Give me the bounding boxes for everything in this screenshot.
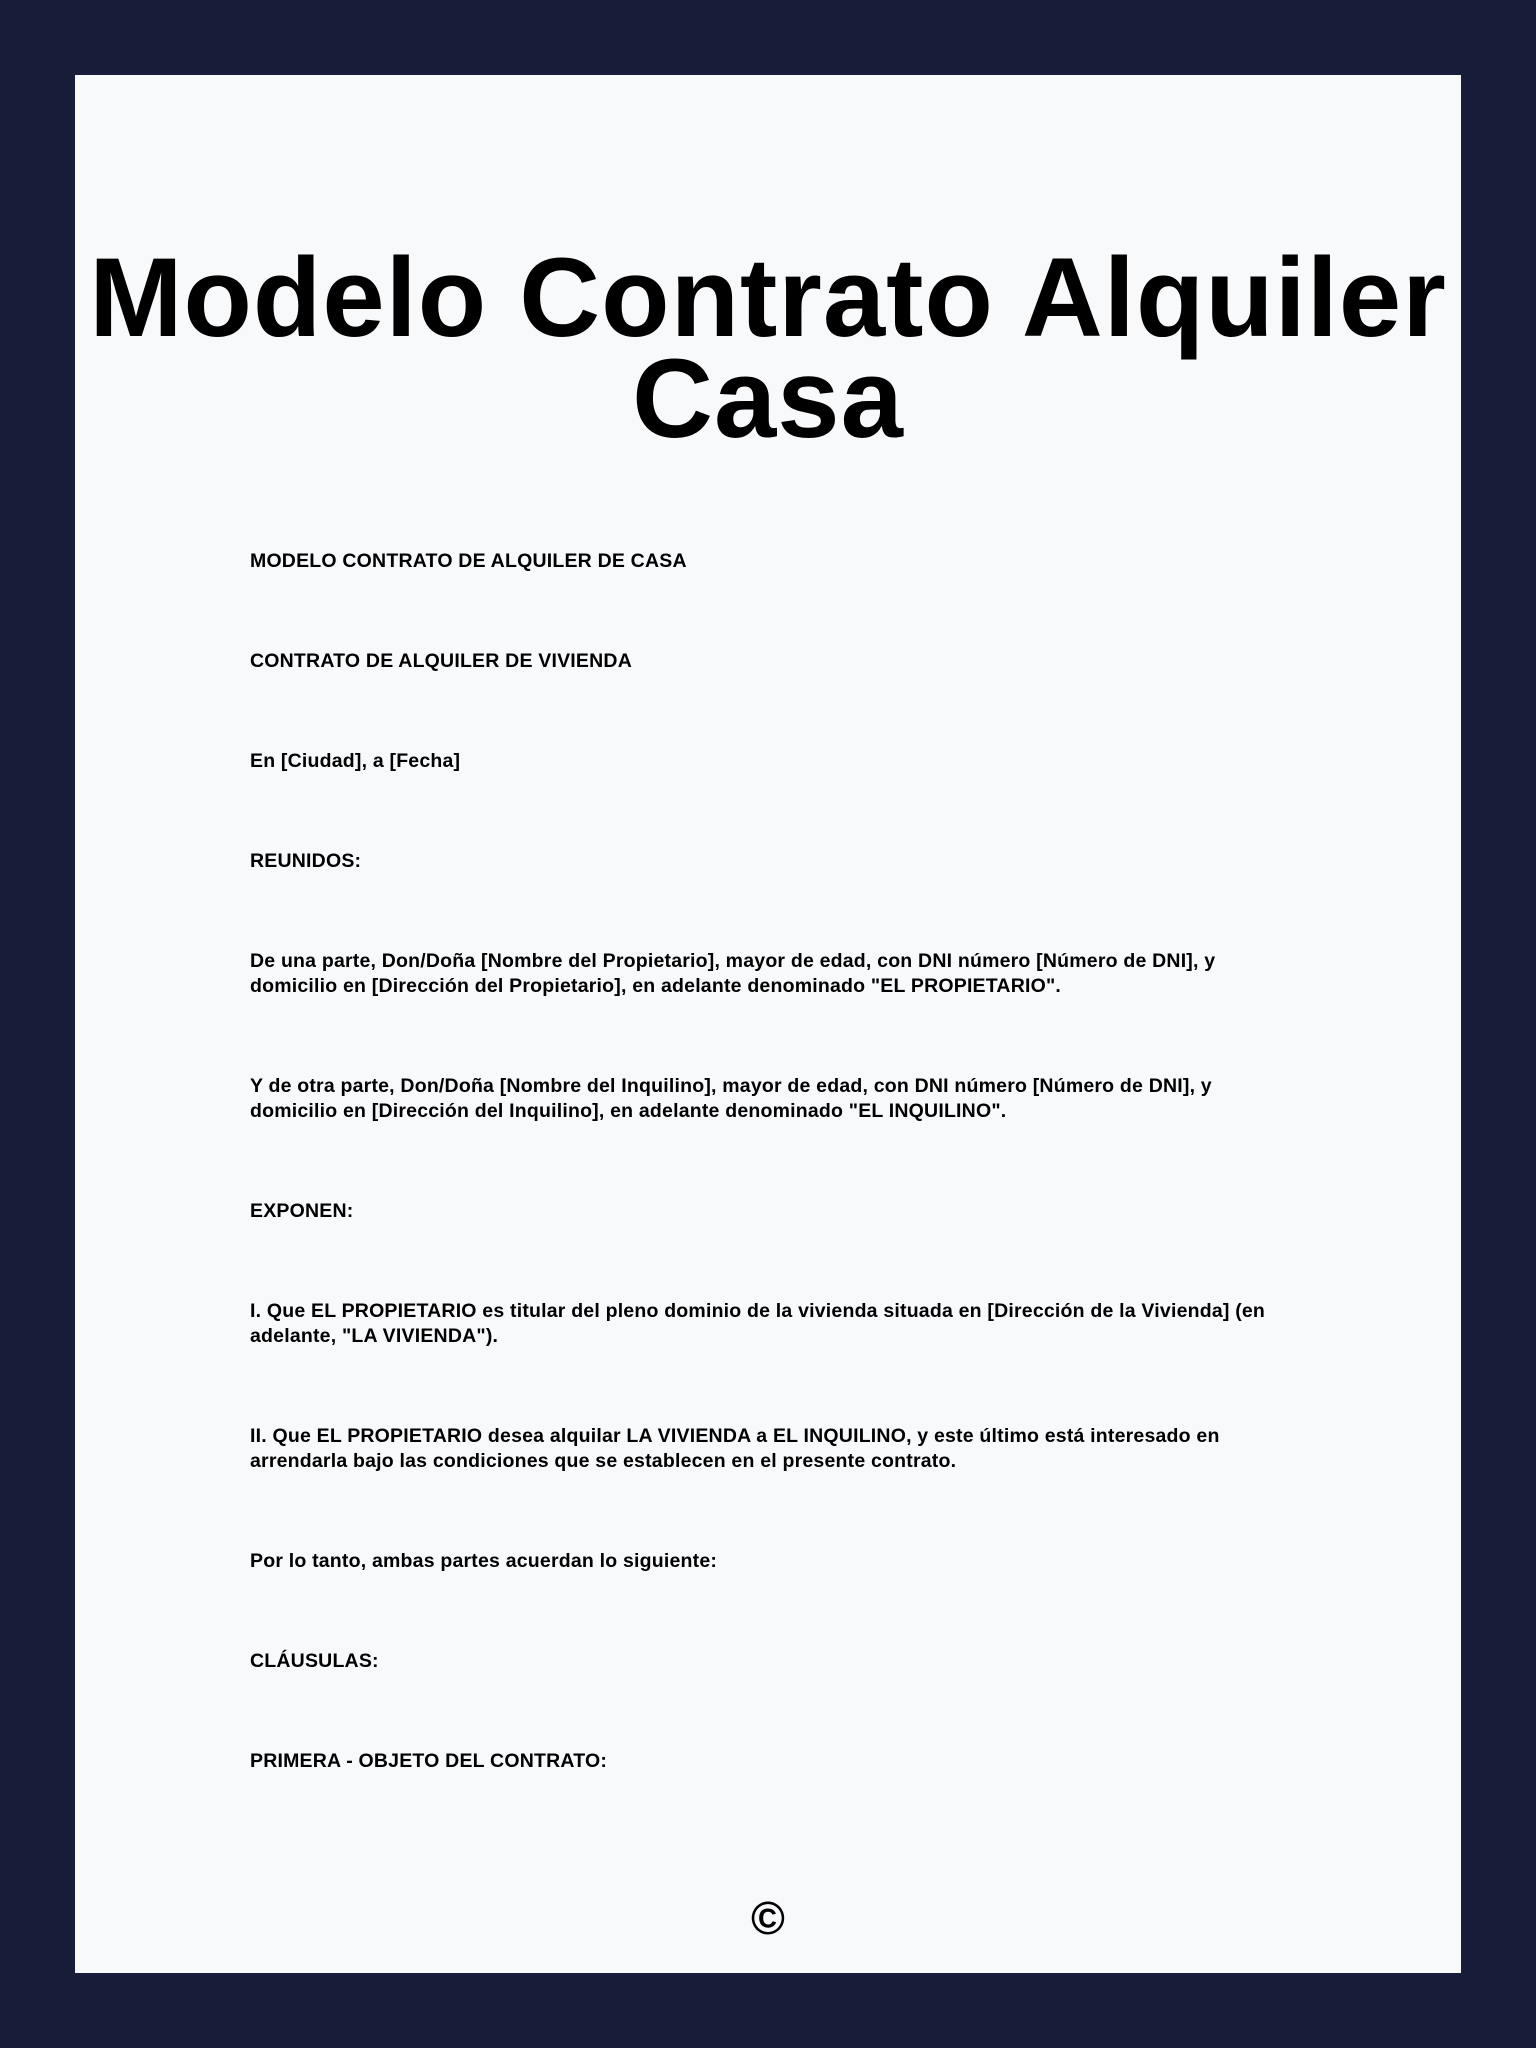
paragraph-tenant-party: Y de otra parte, Don/Doña [Nombre del Inquilino], mayor de edad, con DNI número [Número de DNI], y domicilio en [Dirección del Inquilino], en adelante denominado "EL INQUILINO". [250, 1075, 1212, 1122]
paragraph-first-clause: PRIMERA - OBJETO DEL CONTRATO: [250, 1750, 608, 1772]
paragraph-place-date: En [Ciudad], a [Fecha] [250, 750, 461, 772]
paragraph-exponen: EXPONEN: [250, 1200, 354, 1222]
paragraph-heading-model: MODELO CONTRATO DE ALQUILER DE CASA [250, 550, 687, 572]
paragraph-agreement: Por lo tanto, ambas partes acuerdan lo siguiente: [250, 1550, 718, 1572]
document-body [250, 549, 1290, 1849]
paragraph-reunidos: REUNIDOS: [250, 850, 362, 872]
paragraph-heading-contract: CONTRATO DE ALQUILER DE VIVIENDA [250, 650, 632, 672]
paragraph-statement-1: I. Que EL PROPIETARIO es titular del pleno dominio de la vivienda situada en [Dirección de la Vivienda] (en adelante, "LA VIVIENDA"). [250, 1300, 1266, 1347]
paragraph-clausulas: CLÁUSULAS: [250, 1650, 379, 1672]
copyright-icon: © [751, 1892, 785, 1944]
paragraph-owner-party: De una parte, Don/Doña [Nombre del Propietario], mayor de edad, con DNI número [Número de DNI], y domicilio en [Dirección del Propietario], en adelante denominado "EL PROPIETARIO". [250, 950, 1216, 997]
document-title: Modelo Contrato Alquiler Casa [89, 235, 1447, 461]
document-page [75, 75, 1461, 1973]
paragraph-statement-2: II. Que EL PROPIETARIO desea alquilar LA VIVIENDA a EL INQUILINO, y este último está interesado en arrendarla bajo las condiciones que se establecen en el presente contrato. [250, 1425, 1220, 1472]
